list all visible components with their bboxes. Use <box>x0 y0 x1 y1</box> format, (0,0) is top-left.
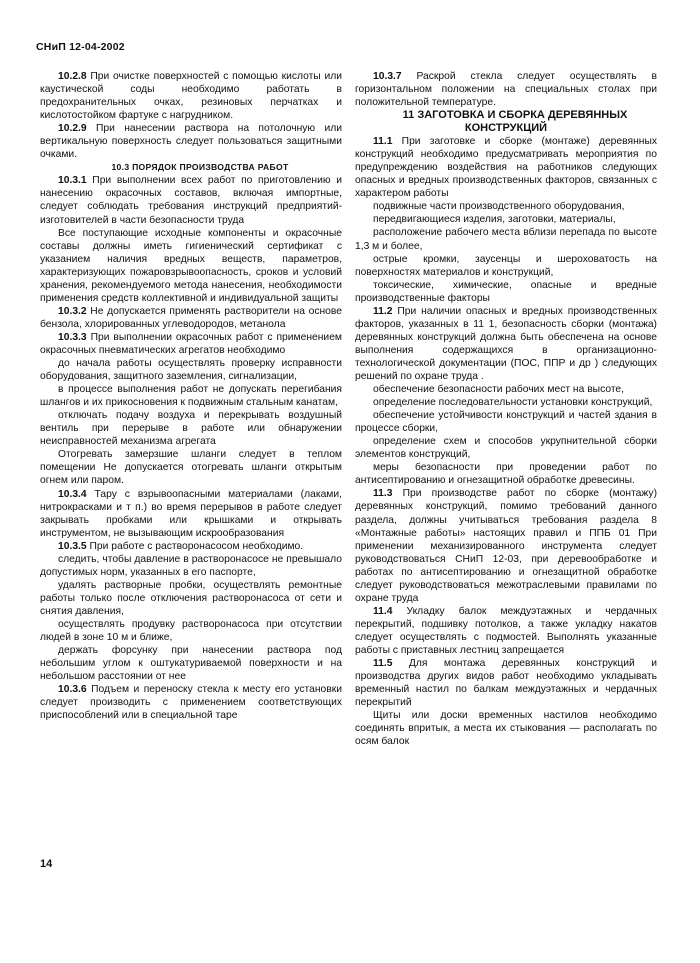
paragraph <box>40 174 342 226</box>
paragraph-text: передвигающиеся изделия, заготовки, материалы, <box>373 214 616 226</box>
page-number: 14 <box>40 858 53 870</box>
paragraph <box>355 409 657 435</box>
paragraph-text: При выполнении всех работ по приготовлению и нанесению окрасочных составов, включая импортные, следует соблюдать требования инструкций предприятий-изготовителей в части безопасности труда <box>40 175 342 226</box>
paragraph <box>355 305 657 383</box>
paragraph <box>355 605 657 657</box>
chapter-heading: 11 ЗАГОТОВКА И СБОРКА ДЕРЕВЯННЫХ КОНСТРУКЦИЙ <box>402 109 628 135</box>
paragraph <box>355 461 657 487</box>
paragraph-text: Подъем и переноску стекла к месту его установки следует производить с применением соответствующих приспособлений или в специальной таре <box>40 684 342 722</box>
clause-number: 11.1 <box>373 136 393 148</box>
paragraph-text: Укладку балок междуэтажных и чердачных перекрытий, подшивку потолков, а также укладку накатов следует осуществлять с подмостей. Выполнять указанные работы с приставных лестниц запрещается <box>355 605 657 656</box>
paragraph-text: обеспечение безопасности рабочих мест на высоте, <box>373 384 625 396</box>
clause-number: 10.2.8 <box>58 71 87 82</box>
paragraph-text: отключать подачу воздуха и перекрывать воздушный вентиль при перерыве в работе или обнаружении неисправностей механизма агрегата <box>40 410 342 448</box>
clause-number: 11.3 <box>373 488 393 500</box>
paragraph <box>355 226 657 252</box>
running-header: СНиП 12-04-2002 <box>36 41 125 53</box>
paragraph-text: до начала работы осуществлять проверку исправности оборудования, защитного заземления, сигнализации, <box>40 358 342 383</box>
paragraph <box>40 683 342 722</box>
section-heading: 10.3 ПОРЯДОК ПРОИЗВОДСТВА РАБОТ <box>111 162 289 173</box>
clause-number: 11.2 <box>373 305 393 317</box>
paragraph <box>40 488 342 540</box>
paragraph <box>40 644 342 683</box>
paragraph <box>355 135 657 200</box>
paragraph-text: следить, чтобы давление в растворонасосе не превышало допустимых норм, указанных в его паспорте, <box>40 553 342 578</box>
paragraph-text: держать форсунку при нанесении раствора под небольшим углом к оштукатуриваемой поверхности и на небольшом расстоянии от нее <box>40 645 342 683</box>
paragraph-text: меры безопасности при проведении работ по антисептированию и огнезащитной обработке древесины. <box>355 462 657 487</box>
clause-number: 10.3.2 <box>58 305 87 317</box>
paragraph <box>40 357 342 383</box>
paragraph <box>355 70 657 109</box>
paragraph-text: Не допускается применять растворители на основе бензола, хлорированных углеводородов, метанола <box>40 305 342 330</box>
paragraph-text: Отогревать замерзшие шланги следует в теплом помещении Не допускается отогревать шланги открытым огнем или паром. <box>40 449 342 487</box>
paragraph <box>40 618 342 644</box>
paragraph-text: в процессе выполнения работ не допускать перегибания шлангов и их прикосновения к подвижным стальным канатам, <box>40 384 342 409</box>
paragraph-text: При производстве работ по сборке (монтажу) деревянных конструкций, помимо требований данного раздела, должны учитываться требования раздела 8 «Монтажные работы» настоящих правил и ППБ 01 При применении механизированного инструмента следует руководствоваться СНиП 12-03, при деревообработке и работах по антисептированию и огнезащитной обработке следует руководствоваться межотраслевыми правилами по охране труда <box>355 488 657 604</box>
paragraph-text: При работе с растворонасосом необходимо. <box>86 540 304 552</box>
paragraph <box>355 487 657 604</box>
right-column <box>355 70 657 748</box>
paragraph <box>355 709 657 748</box>
paragraph <box>40 540 342 553</box>
paragraph <box>40 305 342 331</box>
paragraph-text: При наличии опасных и вредных производственных факторов, указанных в 11 1, безопасность сборки (монтажа) деревянных конструкций должна быть обеспечена на основе выполнения содержащихся в организационно-технологической документации (ПОС, ППР и др ) следующих решений по охране труда . <box>355 305 657 382</box>
paragraph-text: Для монтажа деревянных конструкций и производства других видов работ необходимо укладывать временный настил по балкам междуэтажных и чердачных перекрытий <box>355 658 657 709</box>
paragraph-text: подвижные части производственного оборудования, <box>373 201 625 213</box>
paragraph-text: токсические, химические, опасные и вредные производственные факторы <box>355 279 657 304</box>
paragraph <box>355 213 657 226</box>
paragraph-text: Все поступающие исходные компоненты и окрасочные составы должны иметь гигиенический сертификат с указанием наличия вредных веществ, параметров, характеризующих пожаровзрывоопасность, сроков и условий хранения, рекомендуемого метода нанесения, необходимости применения средств коллективной и индивидуальной защиты <box>40 227 342 304</box>
paragraph <box>40 122 342 161</box>
paragraph <box>355 396 657 409</box>
clause-number: 10.2.9 <box>58 123 87 135</box>
paragraph-text: Тару с взрывоопасными материалами (лаками, нитрокрасками и т п.) во время перерывов в работе следует закрывать пробками или крышками и открывать инструментом, не вызывающим искрообразования <box>40 488 342 539</box>
paragraph-text: При очистке поверхностей с помощью кислоты или каустической соды необходимо работать в предохранительных очках, резиновых перчатках и кислотостойком фартуке с нагрудником. <box>40 71 342 122</box>
paragraph <box>355 657 657 709</box>
clause-number: 10.3.4 <box>58 488 87 500</box>
paragraph <box>355 253 657 279</box>
clause-number: 11.5 <box>373 658 393 670</box>
paragraph <box>40 70 342 122</box>
paragraph-text: осуществлять продувку растворонасоса при отсутствии людей в зоне 10 м и ближе, <box>40 618 342 644</box>
paragraph <box>40 331 342 357</box>
clause-number: 11.4 <box>373 605 393 617</box>
paragraph <box>355 200 657 213</box>
paragraph <box>40 383 342 409</box>
paragraph-text: расположение рабочего места вблизи перепада по высоте 1,3 м и более, <box>355 227 657 252</box>
paragraph <box>355 383 657 396</box>
clause-number: 10.3.1 <box>58 175 87 187</box>
paragraph-text: определение схем и способов укрупнительной сборки элементов конструкций, <box>355 436 657 461</box>
left-column <box>40 70 342 722</box>
paragraph-text: Щиты или доски временных настилов необходимо соединять впритык, а места их стыкования — располагать по осям балок <box>355 710 657 748</box>
clause-number: 10.3.6 <box>58 684 87 696</box>
paragraph <box>40 448 342 487</box>
paragraph-text: При выполнении окрасочных работ с применением окрасочных пневматических агрегатов необходимо <box>40 331 342 356</box>
clause-number: 10.3.5 <box>58 540 87 552</box>
clause-number: 10.3.3 <box>58 331 87 343</box>
paragraph <box>355 279 657 305</box>
paragraph <box>40 227 342 305</box>
clause-number: 10.3.7 <box>373 71 402 82</box>
paragraph-text: обеспечение устойчивости конструкций и частей здания в процессе сборки, <box>355 410 657 435</box>
paragraph <box>355 435 657 461</box>
paragraph-text: При нанесении раствора на потолочную или вертикальную поверхность следует пользоваться защитными очками. <box>40 123 342 161</box>
paragraph <box>40 553 342 579</box>
paragraph-text: определение последовательности установки конструкций, <box>373 397 653 409</box>
paragraph <box>40 409 342 448</box>
paragraph-text: При заготовке и сборке (монтаже) деревянных конструкций необходимо предусматривать мероприятия по предупреждению воздействия на работников следующих опасных и вредных производственных факторов, связанных с характером работы <box>355 136 657 200</box>
paragraph-text: удалять растворные пробки, осуществлять ремонтные работы только после отключения растворонасоса от сети и снятия давления, <box>40 579 342 617</box>
paragraph <box>40 579 342 618</box>
paragraph-text: Раскрой стекла следует осуществлять в горизонтальном положении на специальных столах при положительной температуре. <box>355 71 657 109</box>
paragraph-text: острые кромки, заусенцы и шероховатость на поверхностях материалов и конструкций, <box>355 253 657 278</box>
